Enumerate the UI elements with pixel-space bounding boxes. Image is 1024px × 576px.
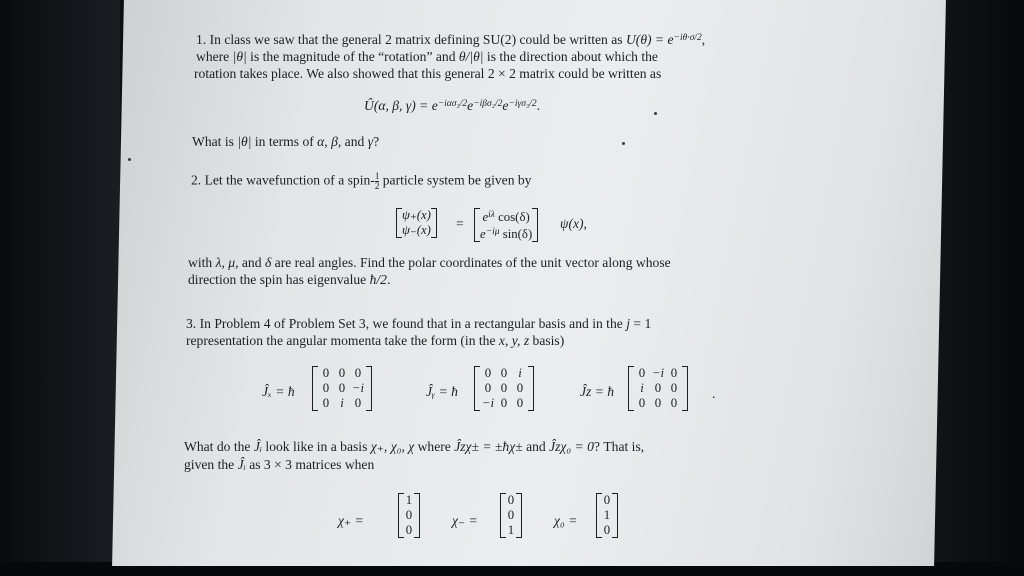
- chi-zero-cell: 0: [603, 493, 611, 507]
- screen-speck: [128, 158, 131, 161]
- jy-cell: 0: [484, 381, 492, 395]
- formula-lhs: Û(α, β, γ) = e: [364, 98, 438, 113]
- chi-minus-cell: 1: [507, 523, 515, 537]
- jy-matrix: [474, 366, 534, 411]
- jy-cell: −i: [481, 396, 495, 410]
- spinor-vector-bracket: [474, 208, 538, 242]
- p3q1-h: Ĵzχ₀ = 0: [549, 439, 594, 454]
- jz-cell: 0: [670, 366, 678, 380]
- chi-plus-cell: 1: [405, 493, 413, 507]
- p3q1-b: Ĵᵢ: [253, 439, 263, 454]
- p3q1-i: ? That is,: [593, 439, 645, 454]
- chi-minus-label: χ₋ =: [452, 513, 478, 528]
- jx-cell: 0: [322, 381, 330, 395]
- spinor-row2: [480, 225, 532, 242]
- formula-e2: e: [467, 98, 474, 113]
- psi-vector: [396, 208, 437, 238]
- chi-minus-cell: 0: [507, 493, 515, 507]
- spinor-row1-e: e: [482, 210, 489, 224]
- jz-cell: 0: [638, 396, 646, 410]
- problem1-question: [192, 134, 379, 150]
- problem2-line1: [188, 255, 671, 271]
- fraction-numerator: 1: [374, 171, 380, 181]
- problem2-line2: [188, 272, 390, 288]
- p3l1-c: = 1: [629, 316, 652, 331]
- formula-exp2: −iβσ₂/2: [473, 99, 503, 109]
- problem3-line1: [186, 316, 651, 332]
- psi-minus: ψ₋(x): [402, 223, 431, 237]
- p2l1-e: are real angles. Find the polar coordinates of the unit vector along whose: [271, 255, 671, 270]
- formula-exp3: −iγσ₃/2: [508, 99, 537, 109]
- jx-cell: 0: [338, 366, 346, 380]
- question-d: α, β,: [317, 134, 342, 149]
- p2l2-c: .: [386, 272, 391, 287]
- jz-matrix-bracket: [628, 366, 688, 411]
- problem2-intro-b: particle system be given by: [379, 172, 532, 188]
- problem1-line1-formula: U(θ) = e: [625, 32, 674, 47]
- jx-cell: 0: [322, 396, 330, 410]
- chi-plus-bracket: [398, 493, 420, 538]
- chi-plus-cell: 0: [405, 508, 413, 522]
- chi-zero-bracket: [596, 493, 618, 538]
- problem1-formula: [364, 98, 540, 114]
- p3q2-b: Ĵᵢ: [237, 457, 246, 472]
- question-b: |θ|: [237, 134, 252, 149]
- jy-cell: 0: [500, 366, 508, 380]
- p3q1-e: where: [414, 439, 455, 454]
- p3l2-a: representation the angular momenta take the form (in the: [186, 333, 499, 348]
- p3l1-a: 3. In Problem 4 of Problem Set 3, we found that in a rectangular basis and in the: [186, 316, 627, 331]
- p3q2-a: given the: [184, 457, 238, 472]
- spinor-row2-e: e: [480, 227, 486, 241]
- problem1-line1-comma: ,: [701, 32, 706, 47]
- spinor-row2-sin: sin(δ): [499, 227, 533, 241]
- spinor-row2-exp: −iμ: [485, 227, 500, 237]
- problem1-line3: rotation takes place. We also showed that this general 2 × 2 matrix could be written as: [194, 66, 662, 81]
- chi-minus-cell: 0: [507, 508, 515, 522]
- p2l2-a: direction the spin has eigenvalue: [188, 272, 370, 287]
- p3q1-g: and: [522, 439, 550, 454]
- question-e: and: [341, 134, 368, 149]
- p3q1-a: What do the: [184, 439, 254, 454]
- p2l2-b: ħ/2: [369, 272, 387, 287]
- p3q2-c: as 3 × 3 matrices when: [245, 457, 375, 472]
- jy-label: Ĵᵧ = ħ: [426, 384, 458, 399]
- jy-cell: 0: [500, 381, 508, 395]
- p3q1-f: Ĵzχ± = ±ħχ±: [454, 439, 523, 454]
- p2l1-a: with: [188, 255, 216, 270]
- jy-cell: 0: [516, 381, 524, 395]
- problem1-line2: [196, 49, 658, 65]
- psi-plus: ψ₊(x): [402, 208, 431, 222]
- problem1-line2-text-c: is the magnitude of the “rotation” and: [246, 49, 459, 64]
- spinor-row1-exp: iλ: [488, 210, 495, 220]
- jx-matrix-bracket: [312, 366, 372, 411]
- jx-matrix: [312, 366, 372, 411]
- spinor-row1: [480, 208, 532, 225]
- chi-zero-cell: 0: [603, 523, 611, 537]
- jz-cell: i: [640, 381, 644, 395]
- equals-sign: =: [456, 216, 464, 231]
- p3l2-b: x, y, z: [498, 333, 530, 348]
- screen-speck: [654, 112, 657, 115]
- question-c: in terms of: [251, 134, 318, 149]
- jy-cell: 0: [500, 396, 508, 410]
- jz-matrix: [628, 366, 688, 411]
- problem1-line2-theta-dir: θ/|θ|: [458, 49, 484, 64]
- jx-cell: 0: [322, 366, 330, 380]
- jx-cell: 0: [354, 366, 362, 380]
- psi-x: ψ(x),: [560, 216, 587, 231]
- chi-minus-bracket: [500, 493, 522, 538]
- problem3-question1: [184, 439, 644, 455]
- jx-cell: i: [340, 396, 344, 410]
- chi-zero-label: χ₀ =: [554, 513, 578, 528]
- problem1-line2-text-a: where: [196, 49, 233, 64]
- formula-end: .: [536, 98, 540, 113]
- problem1-line2-text-e: is the direction about which the: [483, 49, 658, 64]
- question-a: What is: [192, 134, 238, 149]
- screen-speck: [622, 142, 625, 145]
- psi-vector-bracket: [396, 208, 437, 238]
- jy-cell: 0: [484, 366, 492, 380]
- p2l1-d: δ: [264, 255, 272, 270]
- jz-label: Ĵz = ħ: [580, 384, 615, 399]
- problem2-intro: [191, 172, 531, 191]
- fraction-denominator: 2: [374, 181, 380, 191]
- p2l1-c: and: [238, 255, 265, 270]
- chi-zero-vector: [596, 493, 618, 538]
- problem1-line1-text: 1. In class we saw that the general 2 matrix defining SU(2) could be written as: [196, 32, 626, 47]
- problem1-line1: [196, 32, 705, 48]
- chi-plus-vector: [398, 493, 420, 538]
- chi-plus-cell: 0: [405, 523, 413, 537]
- jz-period: .: [712, 386, 716, 401]
- formula-exp1: −iασ₃/2: [437, 99, 468, 109]
- p2l1-b: λ, μ,: [215, 255, 239, 270]
- jz-cell: 0: [670, 381, 678, 395]
- chi-zero-cell: 1: [603, 508, 611, 522]
- jz-cell: −i: [651, 366, 665, 380]
- question-g: ?: [373, 134, 380, 149]
- jz-cell: 0: [654, 396, 662, 410]
- p3l1-b: j: [626, 316, 630, 331]
- p3q1-c: look like in a basis: [262, 439, 371, 454]
- jy-cell: 0: [516, 396, 524, 410]
- problem2-intro-a: 2. Let the wavefunction of a spin-: [191, 172, 375, 188]
- problem3-line2: [186, 333, 564, 349]
- jx-cell: 0: [338, 381, 346, 395]
- jx-cell: −i: [351, 381, 365, 395]
- question-f: γ: [367, 134, 374, 149]
- chi-plus-label: χ₊ =: [338, 513, 364, 528]
- jz-cell: 0: [638, 366, 646, 380]
- jz-cell: 0: [654, 381, 662, 395]
- jz-cell: 0: [670, 396, 678, 410]
- p3q1-d: χ₊, χ₀, χ: [370, 439, 415, 454]
- spinor-vector: [474, 208, 538, 242]
- jx-cell: 0: [354, 396, 362, 410]
- problem1-line2-theta-mag: |θ|: [232, 49, 247, 64]
- jy-matrix-bracket: [474, 366, 534, 411]
- jy-cell: i: [518, 366, 522, 380]
- jx-label: Ĵₓ = ħ: [262, 384, 295, 399]
- problem3-question2: [184, 457, 374, 473]
- problem1-line1-exponent: −iθ·σ/2: [673, 33, 702, 43]
- spinor-row1-cos: cos(δ): [494, 210, 530, 224]
- p3l2-c: basis): [529, 333, 565, 348]
- chi-minus-vector: [500, 493, 522, 538]
- formula-e3: e: [502, 98, 509, 113]
